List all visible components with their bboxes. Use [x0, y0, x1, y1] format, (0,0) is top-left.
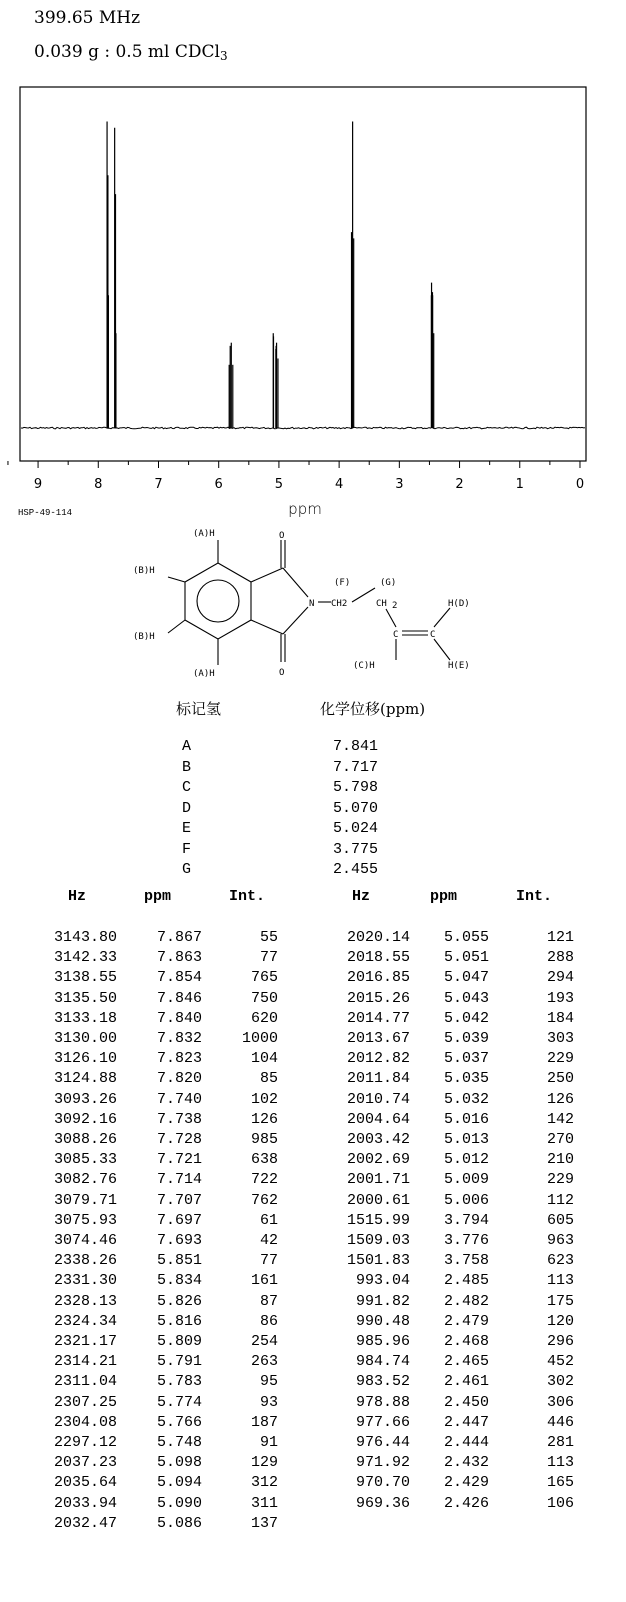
peak-intensity: 210 — [546, 1151, 574, 1169]
peak-ppm: 3.794 — [443, 1211, 489, 1229]
peak-ppm: 7.867 — [156, 929, 202, 946]
peak-ppm: 7.854 — [156, 969, 202, 987]
peak-ppm: 5.032 — [443, 1090, 489, 1108]
peak-hz: 2004.64 — [346, 1110, 410, 1128]
peak-intensity: 85 — [259, 1070, 278, 1088]
peak-hz: 3088.26 — [53, 1131, 117, 1148]
label-ha-bottom: (A)H — [193, 669, 215, 679]
peak-hz: 3133.18 — [53, 1009, 117, 1027]
peak-hz: 2016.85 — [346, 969, 410, 987]
peak-hz: 2010.74 — [346, 1090, 410, 1108]
bond-hb-top — [168, 577, 185, 582]
peak-intensity: 86 — [259, 1312, 278, 1330]
label-o-bottom: O — [279, 668, 285, 678]
peak-hz: 2014.77 — [346, 1009, 410, 1027]
label-he: H(E) — [448, 661, 470, 671]
bond-c1-n — [283, 568, 308, 597]
peak-hz: 2018.55 — [346, 949, 410, 967]
peak-ppm: 5.016 — [443, 1110, 489, 1128]
peak-intensity: 605 — [546, 1211, 574, 1229]
peak-hz: 977.66 — [355, 1413, 410, 1431]
x-tick-label: 8 — [94, 477, 103, 492]
x-tick-label: 6 — [214, 477, 223, 492]
peak-hz: 2324.34 — [53, 1312, 117, 1330]
bond-ring-c2 — [251, 620, 283, 634]
peak-ppm: 7.697 — [156, 1211, 202, 1229]
peak-hz: 2037.23 — [53, 1454, 117, 1472]
peak-ppm: 5.051 — [443, 949, 489, 967]
peak-ppm: 7.832 — [156, 1030, 202, 1047]
peak-ppm: 2.432 — [443, 1454, 489, 1472]
peak-intensity: 193 — [546, 989, 574, 1007]
peak-hz: 3124.88 — [53, 1070, 117, 1088]
peak-ppm: 5.009 — [443, 1171, 489, 1189]
x-tick-label: 1 — [515, 477, 524, 492]
peak-hz: 2012.82 — [346, 1050, 410, 1068]
peak-hz: 2011.84 — [346, 1070, 410, 1088]
peak-intensity: 620 — [250, 1009, 278, 1027]
peak-ppm: 5.809 — [156, 1333, 202, 1350]
peak-ppm: 7.846 — [156, 989, 202, 1007]
peak-ppm: 5.826 — [156, 1292, 202, 1310]
bond-ch2-c — [386, 609, 396, 627]
assignment-proton-label: A — [182, 738, 192, 755]
peak-intensity: 250 — [546, 1070, 574, 1088]
peak-hz: 3092.16 — [53, 1110, 117, 1128]
peak-ppm: 7.740 — [156, 1090, 202, 1108]
peak-header-int-right: Int. — [516, 888, 553, 905]
label-hd: H(D) — [448, 599, 470, 609]
sample-subscript: 3 — [219, 49, 228, 63]
peak-intensity: 142 — [546, 1110, 574, 1128]
peak-ppm: 3.776 — [443, 1232, 489, 1249]
peak-ppm: 7.823 — [156, 1050, 202, 1068]
peak-intensity: 762 — [250, 1191, 278, 1209]
peak-hz: 993.04 — [355, 1272, 410, 1290]
peak-hz: 971.92 — [355, 1454, 410, 1472]
peak-intensity: 638 — [250, 1151, 278, 1169]
peak-intensity: 104 — [250, 1050, 278, 1068]
peak-hz: 978.88 — [355, 1393, 410, 1411]
peak-ppm: 5.766 — [156, 1413, 202, 1431]
peak-ppm: 5.035 — [443, 1070, 489, 1088]
peak-ppm: 5.055 — [443, 929, 489, 946]
peak-hz: 2297.12 — [53, 1434, 117, 1451]
peak-ppm: 7.738 — [156, 1110, 202, 1128]
peak-intensity: 129 — [250, 1454, 278, 1472]
bond-hb-bottom — [168, 620, 185, 633]
peak-header-hz-right: Hz — [352, 888, 371, 905]
label-ch2-f: CH2 — [331, 599, 348, 609]
label-c-terminal: C — [430, 630, 436, 640]
peak-ppm: 5.086 — [156, 1514, 202, 1532]
peak-intensity: 263 — [250, 1353, 278, 1371]
peak-hz: 2015.26 — [346, 989, 410, 1007]
peak-ppm: 5.774 — [156, 1393, 202, 1411]
peak-ppm: 2.485 — [443, 1272, 489, 1290]
label-ha-top: (A)H — [193, 529, 215, 539]
peak-hz: 2003.42 — [346, 1131, 410, 1148]
peak-ppm: 7.820 — [156, 1070, 202, 1088]
peak-hz: 2001.71 — [346, 1171, 410, 1189]
peak-ppm: 7.863 — [156, 949, 202, 967]
peak-ppm: 2.482 — [443, 1292, 489, 1310]
peak-intensity: 113 — [546, 1454, 574, 1472]
peak-intensity: 765 — [250, 969, 278, 987]
peak-intensity: 91 — [259, 1434, 278, 1451]
label-c-internal: C — [393, 630, 399, 640]
peak-hz: 2032.47 — [53, 1514, 117, 1532]
peak-ppm: 7.728 — [156, 1131, 202, 1148]
peak-hz: 976.44 — [355, 1434, 410, 1451]
peak-hz: 3074.46 — [53, 1232, 117, 1249]
peak-intensity: 187 — [250, 1413, 278, 1431]
peak-ppm: 5.012 — [443, 1151, 489, 1169]
peak-ppm: 5.037 — [443, 1050, 489, 1068]
label-hb-bottom: (B)H — [133, 632, 155, 642]
peak-hz: 2000.61 — [346, 1191, 410, 1209]
peak-hz: 3079.71 — [53, 1191, 117, 1209]
peak-intensity: 120 — [546, 1312, 574, 1330]
peak-hz: 991.82 — [355, 1292, 410, 1310]
peak-intensity: 311 — [250, 1494, 278, 1512]
peak-hz: 2304.08 — [53, 1413, 117, 1431]
peak-ppm: 7.707 — [156, 1191, 202, 1209]
peak-hz: 2307.25 — [53, 1393, 117, 1411]
peak-intensity: 184 — [546, 1009, 574, 1027]
peak-ppm: 7.693 — [156, 1232, 202, 1249]
peak-hz: 2321.17 — [53, 1333, 117, 1350]
peak-header-int-left: Int. — [229, 888, 266, 905]
peak-hz: 3075.93 — [53, 1211, 117, 1229]
peak-ppm: 5.090 — [156, 1494, 202, 1512]
spectrum-id: HSP-49-114 — [18, 508, 73, 518]
peak-ppm: 5.039 — [443, 1030, 489, 1047]
peak-hz: 3138.55 — [53, 969, 117, 987]
peak-intensity: 306 — [546, 1393, 574, 1411]
peak-hz: 969.36 — [355, 1494, 410, 1512]
peak-ppm: 7.840 — [156, 1009, 202, 1027]
peak-hz: 1501.83 — [346, 1252, 410, 1270]
label-hb-top: (B)H — [133, 566, 155, 576]
bond-ring-c1 — [251, 568, 283, 582]
peak-ppm: 5.098 — [156, 1454, 202, 1472]
peak-hz: 2035.64 — [53, 1474, 117, 1492]
x-tick-label: 4 — [334, 477, 344, 492]
x-tick-label: 9 — [33, 477, 43, 492]
peak-intensity: 288 — [546, 949, 574, 967]
peak-intensity: 55 — [259, 929, 278, 946]
label-hc: (C)H — [353, 661, 375, 671]
assignment-proton-label: B — [182, 758, 192, 776]
assignment-shift-value: 7.717 — [333, 758, 379, 776]
peak-ppm: 2.461 — [443, 1373, 489, 1391]
peak-intensity: 165 — [546, 1474, 574, 1492]
peak-ppm: 3.758 — [443, 1252, 489, 1270]
peak-hz: 3085.33 — [53, 1151, 117, 1169]
peak-ppm: 5.834 — [156, 1272, 202, 1290]
assignment-shift-value: 7.841 — [333, 738, 379, 755]
peak-intensity: 312 — [250, 1474, 278, 1492]
peak-intensity: 750 — [250, 989, 278, 1007]
peak-intensity: 254 — [250, 1333, 278, 1350]
peak-intensity: 121 — [546, 929, 574, 946]
peak-ppm: 5.791 — [156, 1353, 202, 1371]
label-o-top: O — [279, 531, 285, 541]
peak-intensity: 77 — [259, 1252, 278, 1270]
peak-hz: 3142.33 — [53, 949, 117, 967]
x-tick-label: 5 — [274, 477, 284, 492]
peak-intensity: 102 — [250, 1090, 278, 1108]
assignment-proton-label: G — [182, 861, 192, 878]
peak-hz: 2013.67 — [346, 1030, 410, 1047]
peak-ppm: 5.851 — [156, 1252, 202, 1270]
peak-ppm: 5.748 — [156, 1434, 202, 1451]
peak-intensity: 137 — [250, 1514, 278, 1532]
peak-intensity: 95 — [259, 1373, 278, 1391]
peak-intensity: 302 — [546, 1373, 574, 1391]
label-g: (G) — [380, 578, 397, 588]
aromatic-circle — [197, 580, 239, 622]
peak-intensity: 229 — [546, 1171, 574, 1189]
peak-ppm: 2.429 — [443, 1474, 489, 1492]
peak-intensity: 87 — [259, 1292, 278, 1310]
peak-intensity: 452 — [546, 1353, 574, 1371]
label-n: N — [309, 599, 315, 609]
peak-ppm: 2.479 — [443, 1312, 489, 1330]
peak-intensity: 112 — [546, 1191, 574, 1209]
peak-intensity: 229 — [546, 1050, 574, 1068]
sample-text: 0.039 g : 0.5 ml CDCl — [34, 42, 220, 62]
peak-hz: 3082.76 — [53, 1171, 117, 1189]
peak-intensity: 1000 — [241, 1030, 278, 1047]
peak-hz: 3135.50 — [53, 989, 117, 1007]
peak-intensity: 303 — [546, 1030, 574, 1047]
peak-intensity: 623 — [546, 1252, 574, 1270]
assignment-shift-header: 化学位移(ppm) — [320, 700, 426, 718]
assignment-shift-value: 3.775 — [333, 840, 379, 858]
peak-intensity: 106 — [546, 1494, 574, 1512]
bond-c-hd — [434, 608, 450, 627]
assignment-proton-label: E — [182, 820, 192, 837]
peak-hz: 3093.26 — [53, 1090, 117, 1108]
peak-hz: 2033.94 — [53, 1494, 117, 1512]
peak-intensity: 175 — [546, 1292, 574, 1310]
x-tick-label: 2 — [455, 477, 464, 492]
peak-intensity: 77 — [259, 949, 278, 967]
peak-hz: 2311.04 — [53, 1373, 117, 1391]
peak-ppm: 5.042 — [443, 1009, 489, 1027]
peak-ppm: 2.450 — [443, 1393, 489, 1411]
peak-intensity: 722 — [250, 1171, 278, 1189]
assignment-shift-value: 2.455 — [333, 861, 379, 878]
peak-ppm: 5.006 — [443, 1191, 489, 1209]
peak-ppm: 2.447 — [443, 1413, 489, 1431]
peak-hz: 2002.69 — [346, 1151, 410, 1169]
peak-hz: 1509.03 — [346, 1232, 410, 1249]
assignment-proton-label: F — [182, 840, 192, 858]
peak-hz: 970.70 — [355, 1474, 410, 1492]
peak-hz: 3126.10 — [53, 1050, 117, 1068]
peak-intensity: 126 — [546, 1090, 574, 1108]
peak-hz: 984.74 — [355, 1353, 410, 1371]
peak-hz: 3143.80 — [53, 929, 117, 946]
assignment-shift-value: 5.070 — [333, 799, 379, 817]
peak-ppm: 7.721 — [156, 1151, 202, 1169]
x-tick-label: 3 — [395, 477, 404, 492]
peak-intensity: 963 — [546, 1232, 574, 1249]
peak-header-hz-left: Hz — [68, 888, 87, 905]
peak-hz: 2331.30 — [53, 1272, 117, 1290]
peak-intensity: 161 — [250, 1272, 278, 1290]
benzene-ring — [185, 563, 251, 639]
x-tick-label: 7 — [154, 477, 163, 492]
peak-ppm: 7.714 — [156, 1171, 202, 1189]
peak-intensity: 113 — [546, 1272, 574, 1290]
peak-hz: 3130.00 — [53, 1030, 117, 1047]
bond-c-he — [434, 639, 450, 660]
label-ch-g: CH — [376, 599, 387, 609]
peak-intensity: 446 — [546, 1413, 574, 1431]
peak-intensity: 270 — [546, 1131, 574, 1148]
peak-ppm: 2.426 — [443, 1494, 489, 1512]
peak-hz: 1515.99 — [346, 1211, 410, 1229]
peak-intensity: 93 — [259, 1393, 278, 1411]
assignment-proton-label: C — [182, 779, 192, 796]
bond-ch2-ch2 — [352, 588, 375, 602]
peak-intensity: 294 — [546, 969, 574, 987]
peak-intensity: 61 — [259, 1211, 278, 1229]
peak-intensity: 985 — [250, 1131, 278, 1148]
peak-intensity: 42 — [259, 1232, 278, 1249]
peak-hz: 990.48 — [355, 1312, 410, 1330]
label-ch2-sub: 2 — [392, 601, 398, 611]
x-axis-label: ppm — [288, 500, 322, 518]
peak-hz: 2020.14 — [346, 929, 410, 946]
assignment-shift-value: 5.798 — [333, 779, 379, 796]
peak-ppm: 2.444 — [443, 1434, 489, 1451]
label-f: (F) — [334, 578, 351, 588]
spectrometer-frequency: 399.65 MHz — [34, 8, 141, 28]
molecular-structure — [0, 0, 626, 690]
peak-ppm: 2.465 — [443, 1353, 489, 1371]
assignment-shift-value: 5.024 — [333, 820, 379, 837]
peak-ppm: 5.013 — [443, 1131, 489, 1148]
peak-intensity: 296 — [546, 1333, 574, 1350]
peak-ppm: 5.043 — [443, 989, 489, 1007]
peak-header-ppm-left: ppm — [144, 888, 172, 905]
peak-hz: 2338.26 — [53, 1252, 117, 1270]
peak-ppm: 5.783 — [156, 1373, 202, 1391]
assignment-label-header: 标记氢 — [176, 700, 222, 718]
peak-hz: 2328.13 — [53, 1292, 117, 1310]
peak-header-ppm-right: ppm — [430, 888, 458, 905]
peak-ppm: 5.047 — [443, 969, 489, 987]
assignment-proton-label: D — [182, 799, 192, 817]
peak-ppm: 2.468 — [443, 1333, 489, 1350]
peak-ppm: 5.816 — [156, 1312, 202, 1330]
x-tick-label: 0 — [575, 477, 585, 492]
peak-hz: 2314.21 — [53, 1353, 117, 1371]
peak-ppm: 5.094 — [156, 1474, 202, 1492]
bond-c2-n — [283, 607, 308, 634]
peak-hz: 983.52 — [355, 1373, 410, 1391]
peak-hz: 985.96 — [355, 1333, 410, 1350]
peak-intensity: 126 — [250, 1110, 278, 1128]
peak-intensity: 281 — [546, 1434, 574, 1451]
